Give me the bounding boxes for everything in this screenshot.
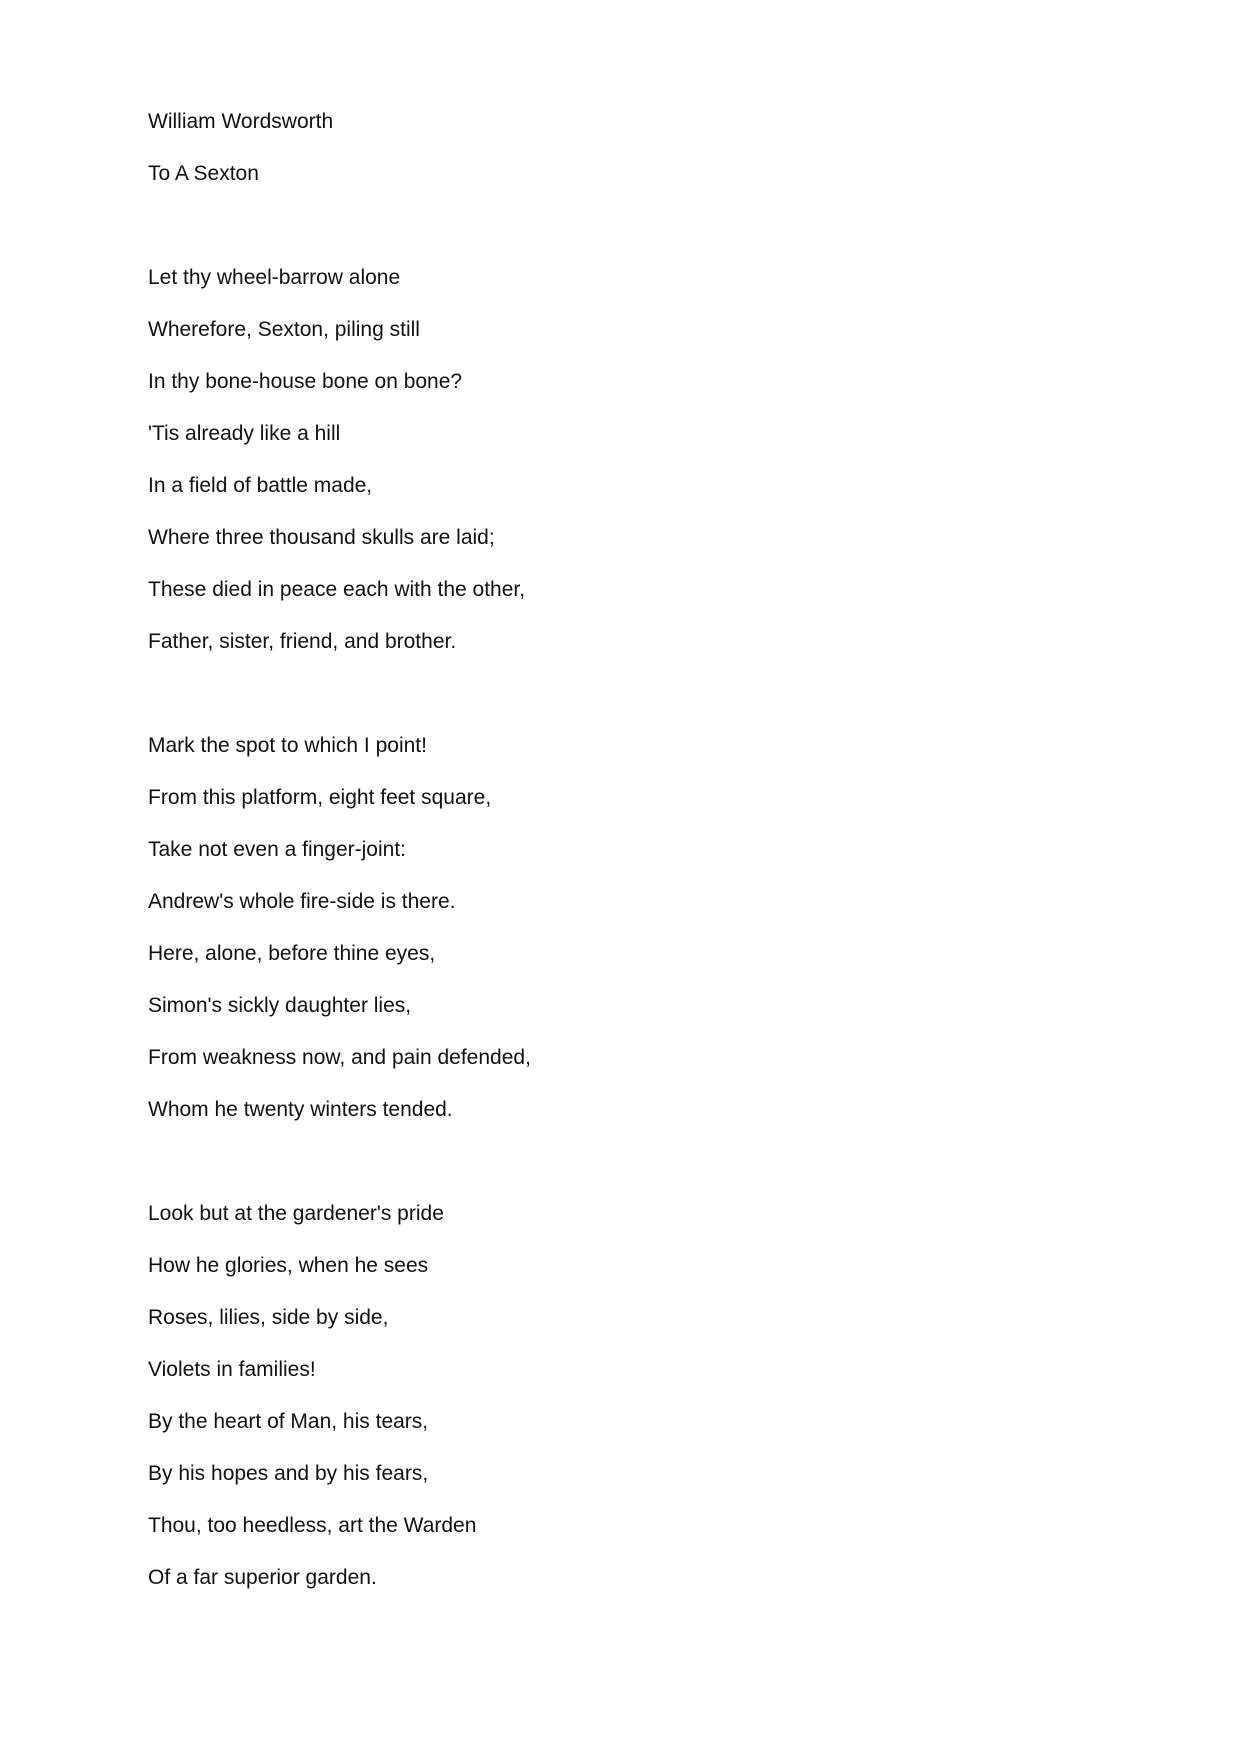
poem-line: Let thy wheel-barrow alone	[148, 266, 401, 289]
poem-line: Take not even a finger-joint:	[148, 838, 406, 861]
poem-line: Here, alone, before thine eyes,	[148, 942, 436, 965]
stanza-spacer	[148, 214, 1148, 266]
stanza-spacer	[148, 682, 1148, 734]
poem-line: From this platform, eight feet square,	[148, 786, 492, 809]
poem-line: Wherefore, Sexton, piling still	[148, 318, 420, 341]
poem-line: In thy bone-house bone on bone?	[148, 370, 463, 393]
document-content	[148, 110, 1148, 1618]
poem-line: Andrew's whole fire-side is there.	[148, 890, 456, 913]
poem-line: These died in peace each with the other,	[148, 578, 526, 601]
poem-line: Roses, lilies, side by side,	[148, 1306, 389, 1329]
poem-line: Simon's sickly daughter lies,	[148, 994, 412, 1017]
poem-line: Whom he twenty winters tended.	[148, 1098, 453, 1121]
stanza-3	[148, 1202, 1148, 1590]
poem-title: To A Sexton	[148, 162, 259, 185]
stanza-1	[148, 266, 1148, 654]
poem-line: By his hopes and by his fears,	[148, 1462, 429, 1485]
poem-line: Father, sister, friend, and brother.	[148, 630, 457, 653]
poem-line: Violets in families!	[148, 1358, 316, 1381]
poem-line: 'Tis already like a hill	[148, 422, 341, 445]
poem-line: Thou, too heedless, art the Warden	[148, 1514, 477, 1537]
poem-line: Of a far superior garden.	[148, 1566, 377, 1589]
poem-line: Mark the spot to which I point!	[148, 734, 427, 757]
poem-line: Look but at the gardener's pride	[148, 1202, 444, 1225]
poem-line: In a field of battle made,	[148, 474, 373, 497]
poem-line: By the heart of Man, his tears,	[148, 1410, 429, 1433]
poem-line: How he glories, when he sees	[148, 1254, 429, 1277]
poem-line: Where three thousand skulls are laid;	[148, 526, 495, 549]
stanza-2	[148, 734, 1148, 1122]
stanza-spacer	[148, 1150, 1148, 1202]
poem-line: From weakness now, and pain defended,	[148, 1046, 531, 1069]
author-name: William Wordsworth	[148, 110, 334, 133]
